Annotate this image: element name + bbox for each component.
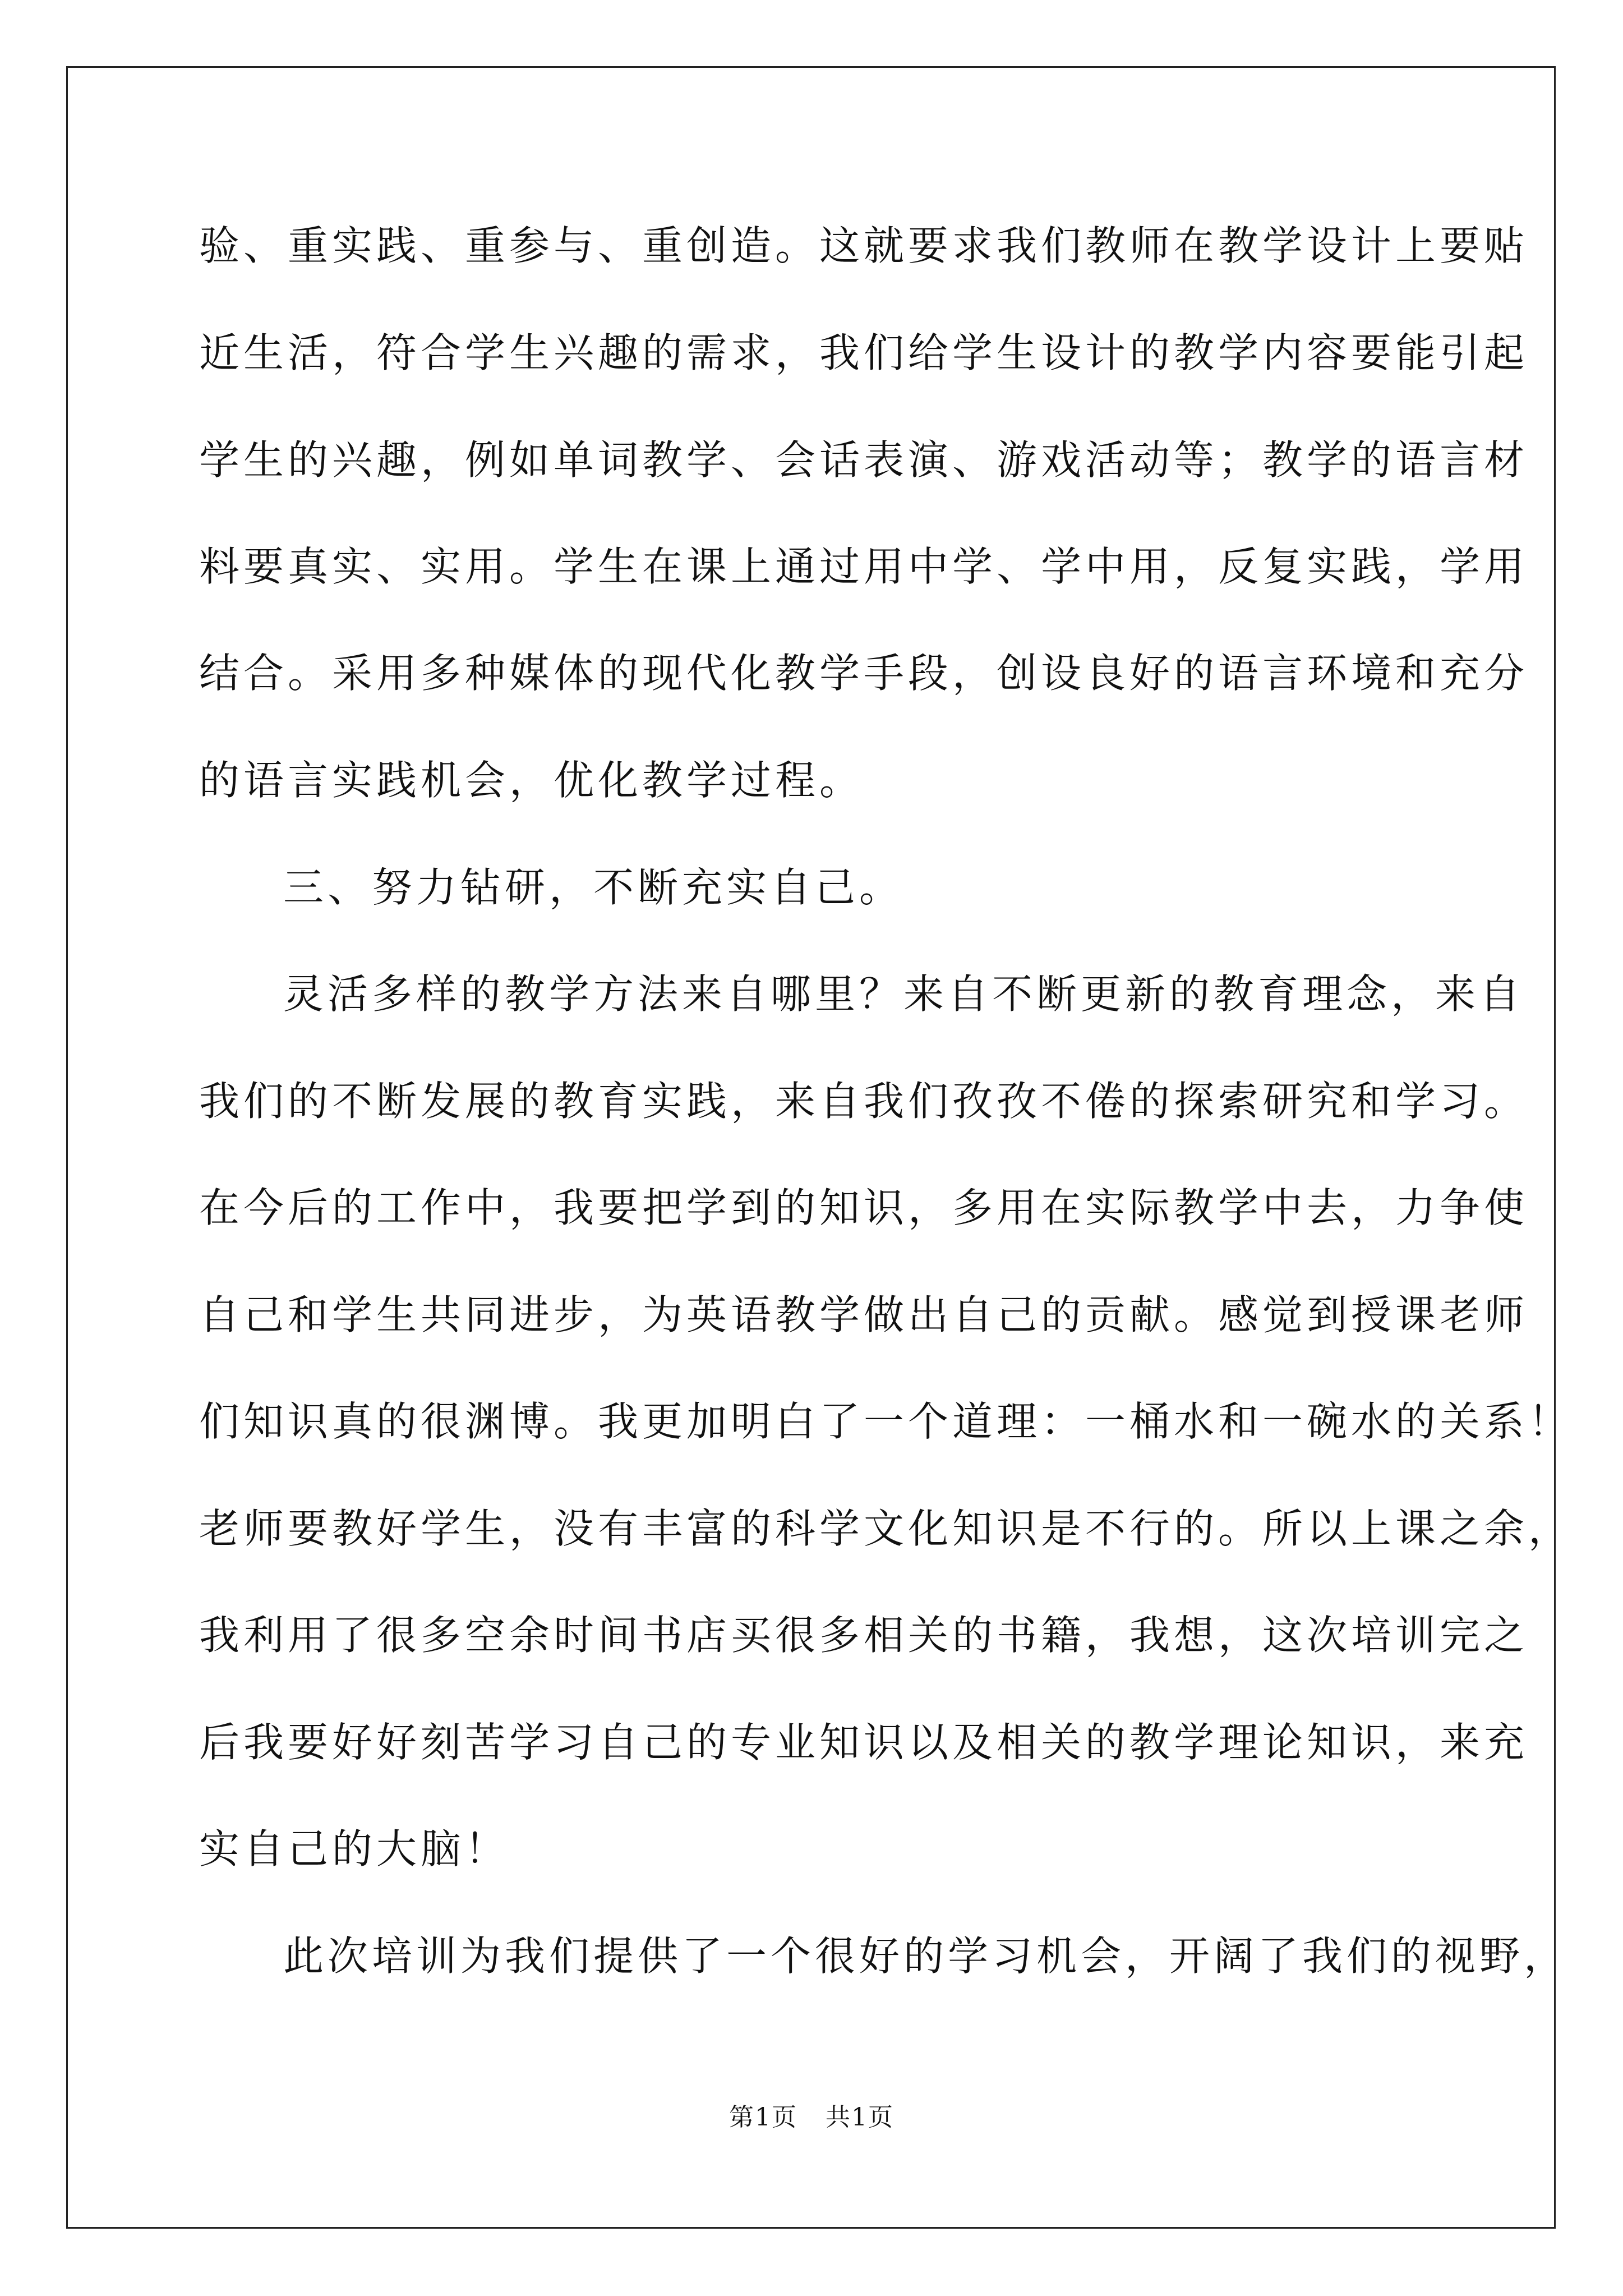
text-line: 后我要好好刻苦学习自己的专业知识以及相关的教学理论知识，来充: [199, 1719, 1529, 1766]
text-line: 自己和学生共同进步，为英语教学做出自己的贡献。感觉到授课老师: [199, 1291, 1529, 1338]
text-line: 此次培训为我们提供了一个很好的学习机会，开阔了我们的视野，: [283, 1932, 1569, 1980]
text-line: 实自己的大脑！: [199, 1825, 510, 1872]
page-footer: [0, 2101, 1623, 2134]
text-line: 近生活，符合学生兴趣的需求，我们给学生设计的教学内容要能引起: [199, 329, 1529, 376]
page-number-current: 第1页: [729, 2103, 797, 2132]
text-line: 在今后的工作中，我要把学到的知识，多用在实际教学中去，力争使: [199, 1184, 1529, 1231]
section-heading: 三、努力钻研，不断充实自己。: [283, 864, 904, 911]
page-number-total: 共1页: [826, 2103, 894, 2132]
text-line: 老师要教好学生，没有丰富的科学文化知识是不行的。所以上课之余，: [199, 1505, 1573, 1552]
text-line: 们知识真的很渊博。我更加明白了一个道理：一桶水和一碗水的关系！: [199, 1398, 1573, 1445]
text-line: 验、重实践、重参与、重创造。这就要求我们教师在教学设计上要贴: [199, 222, 1529, 269]
text-line: 学生的兴趣，例如单词教学、会话表演、游戏活动等；教学的语言材: [199, 436, 1529, 484]
text-line: 结合。采用多种媒体的现代化教学手段，创设良好的语言环境和充分: [199, 650, 1529, 697]
page-border: [66, 66, 1556, 2229]
text-line: 我利用了很多空余时间书店买很多相关的书籍，我想，这次培训完之: [199, 1612, 1529, 1659]
text-line: 料要真实、实用。学生在课上通过用中学、学中用，反复实践，学用: [199, 543, 1529, 590]
text-line: 的语言实践机会，优化教学过程。: [199, 757, 864, 804]
text-line: 我们的不断发展的教育实践，来自我们孜孜不倦的探索研究和学习。: [199, 1078, 1529, 1125]
text-line: 灵活多样的教学方法来自哪里？来自不断更新的教育理念，来自: [283, 970, 1524, 1018]
